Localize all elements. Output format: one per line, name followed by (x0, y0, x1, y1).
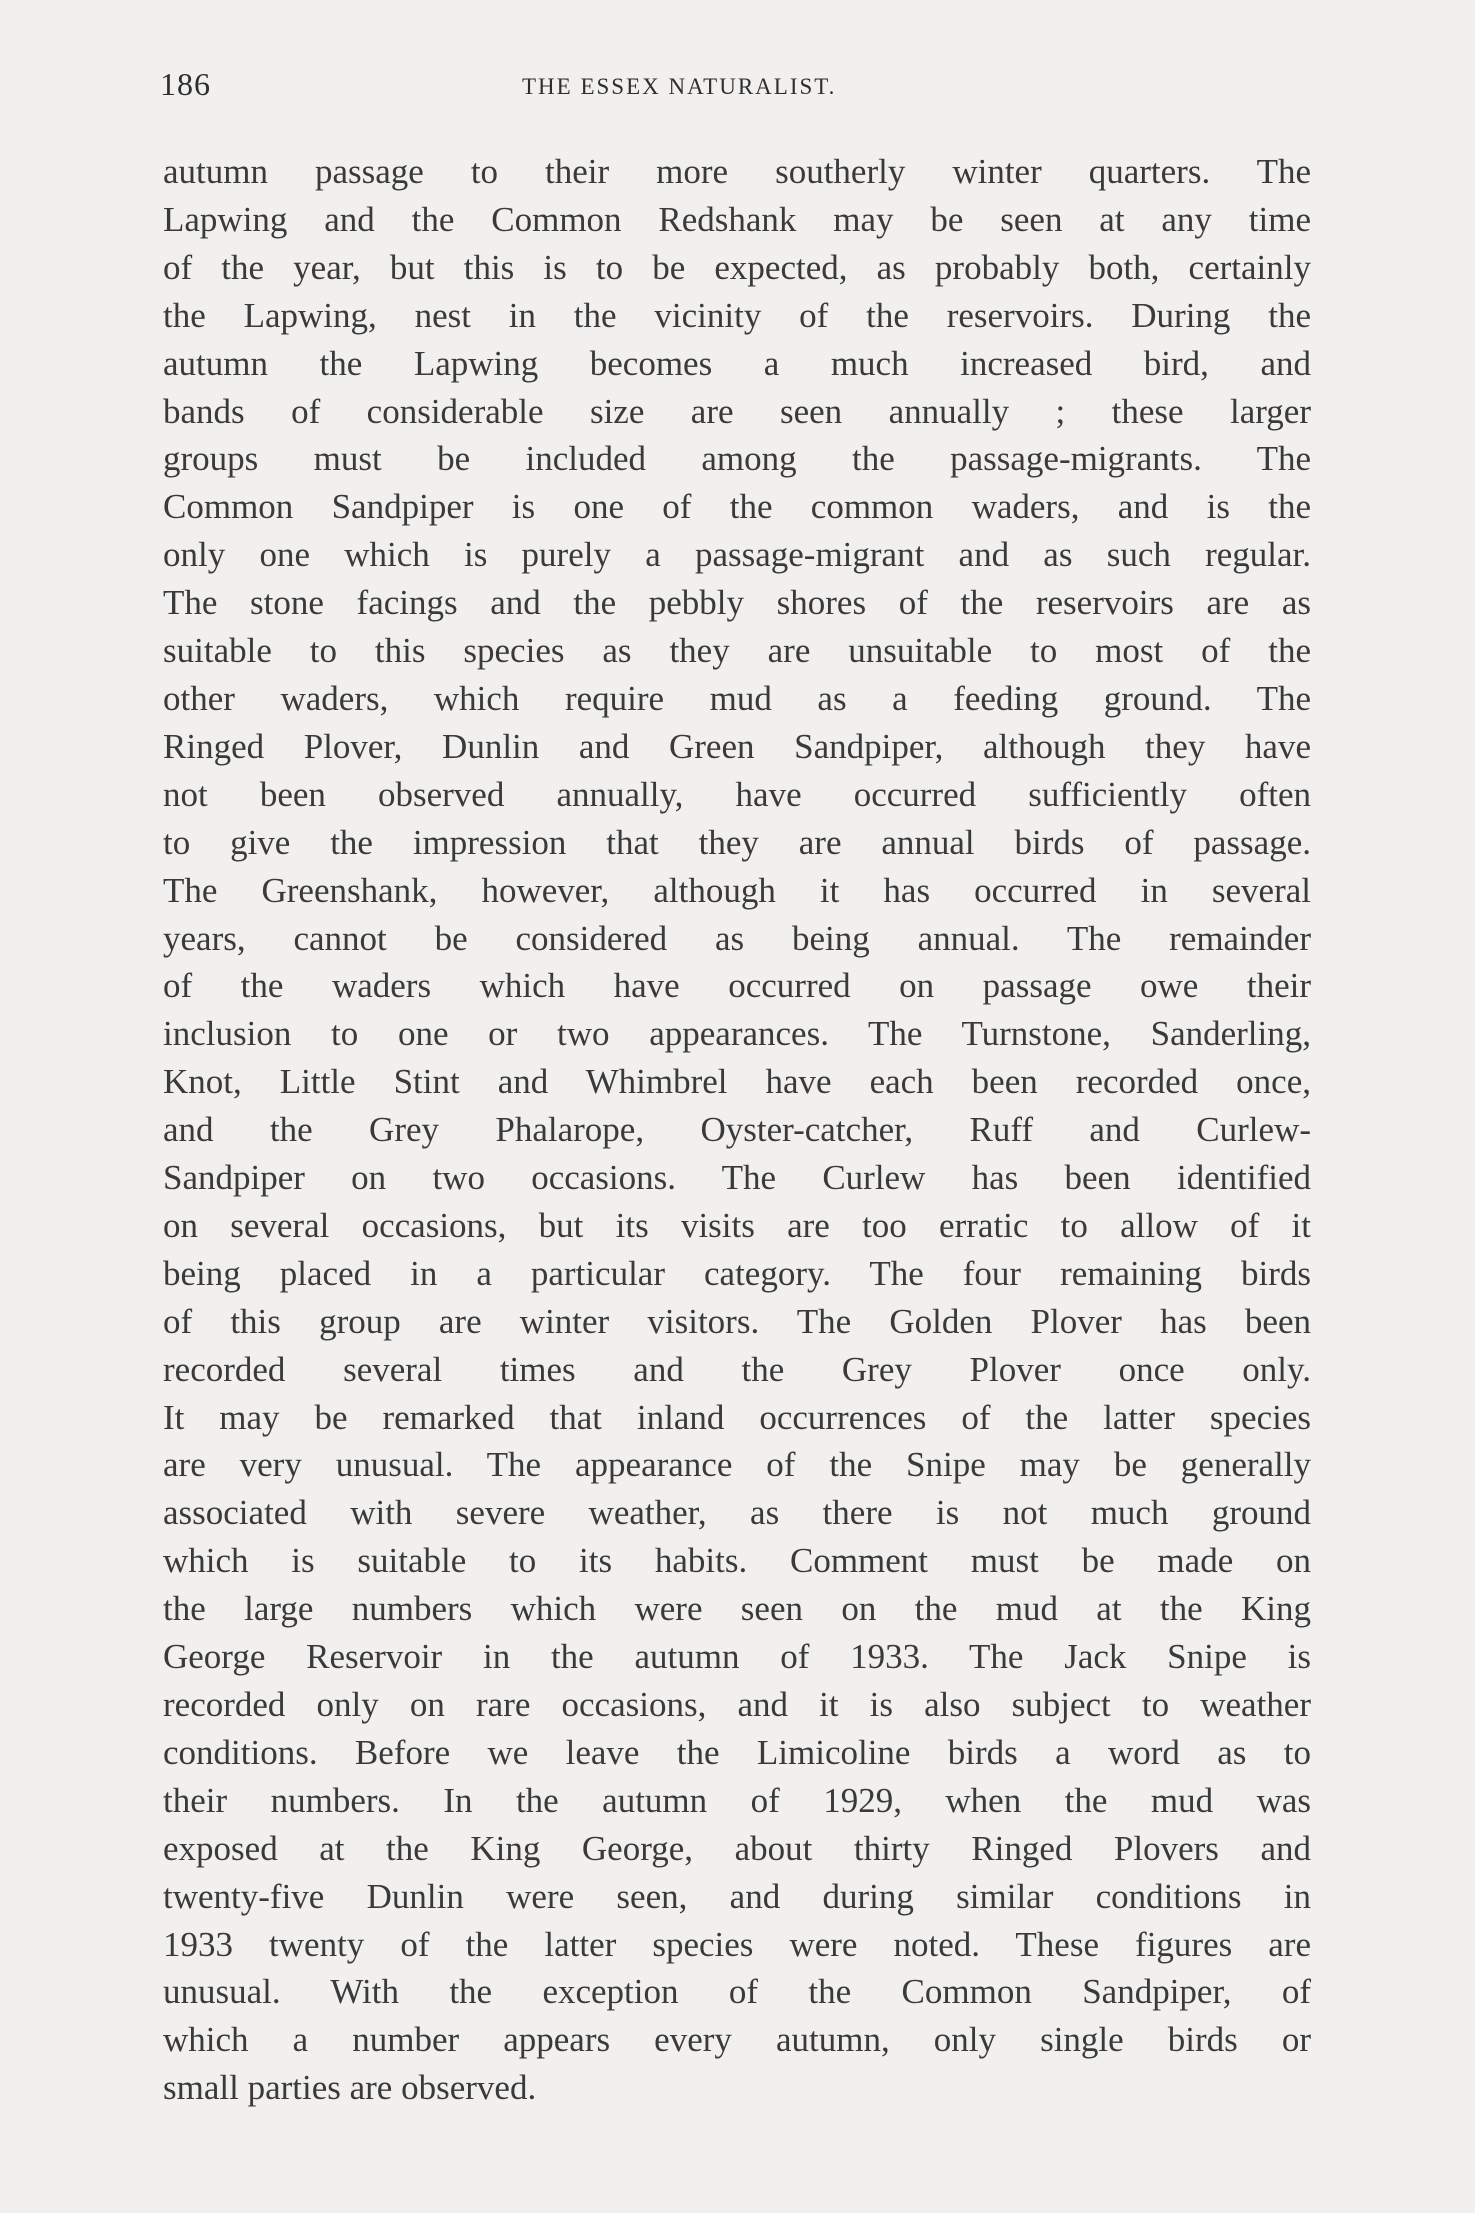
text-line: recorded only on rare occasions, and it is also subject to weather (163, 1685, 1311, 1724)
text-line: the Lapwing, nest in the vicinity of the reservoirs. During the (163, 295, 1311, 335)
text-line: bands of considerable size are seen annually ; these larger (163, 391, 1311, 431)
text-line: of this group are winter visitors. The Golden Plover has been (163, 1301, 1311, 1341)
text-line: Ringed Plover, Dunlin and Green Sandpiper, although they have (163, 726, 1311, 766)
text-line: recorded several times and the Grey Plover once only. (163, 1349, 1311, 1389)
text-line: of the waders which have occurred on passage owe their (163, 966, 1311, 1006)
text-line: Knot, Little Stint and Whimbrel have each been recorded once, (163, 1062, 1311, 1102)
text-line: small parties are observed. (163, 2068, 537, 2108)
text-line: their numbers. In the autumn of 1929, when the mud was (163, 1780, 1311, 1820)
text-line: 1933 twenty of the latter species were noted. These figures are (163, 1924, 1311, 1964)
text-line: to give the impression that they are annual birds of passage. (163, 822, 1311, 862)
text-line: not been observed annually, have occurred sufficiently often (163, 774, 1311, 814)
text-line: conditions. Before we leave the Limicoline birds a word as to (163, 1732, 1311, 1772)
text-line: The Greenshank, however, although it has occurred in several (163, 870, 1311, 910)
text-line: groups must be included among the passage-migrants. The (163, 439, 1311, 479)
text-line: of the year, but this is to be expected, as probably both, certainly (163, 247, 1311, 287)
text-line: Common Sandpiper is one of the common waders, and is the (163, 487, 1311, 527)
text-line: Sandpiper on two occasions. The Curlew has been identified (163, 1158, 1311, 1198)
text-line: inclusion to one or two appearances. The Turnstone, Sanderling, (163, 1014, 1311, 1054)
text-line: and the Grey Phalarope, Oyster-catcher, Ruff and Curlew- (163, 1110, 1311, 1150)
journal-title: THE ESSEX NATURALIST. (522, 74, 837, 99)
page-number: 186 (160, 66, 211, 102)
text-line: the large numbers which were seen on the mud at the King (163, 1589, 1311, 1629)
text-line: associated with severe weather, as there is not much ground (163, 1493, 1311, 1533)
text-line: autumn the Lapwing becomes a much increased bird, and (163, 343, 1311, 383)
text-line: on several occasions, but its visits are too erratic to allow of it (163, 1205, 1311, 1245)
text-line: George Reservoir in the autumn of 1933. The Jack Snipe is (163, 1637, 1311, 1677)
text-line: being placed in a particular category. The four remaining birds (163, 1253, 1311, 1293)
text-line: exposed at the King George, about thirty Ringed Plovers and (163, 1828, 1311, 1868)
text-line: twenty-five Dunlin were seen, and during similar conditions in (163, 1876, 1311, 1916)
text-line: other waders, which require mud as a feeding ground. The (163, 678, 1311, 718)
text-line: suitable to this species as they are unsuitable to most of the (163, 631, 1311, 671)
text-line: which a number appears every autumn, only single birds or (163, 2020, 1311, 2060)
text-line: only one which is purely a passage-migrant and as such regular. (163, 535, 1311, 575)
text-line: unusual. With the exception of the Common Sandpiper, of (163, 1972, 1311, 2012)
text-line: years, cannot be considered as being annual. The remainder (163, 918, 1311, 958)
text-line: autumn passage to their more southerly winter quarters. The (163, 152, 1311, 191)
body-paragraph (163, 148, 1311, 2112)
text-line: It may be remarked that inland occurrences of the latter species (163, 1397, 1311, 1437)
text-line: are very unusual. The appearance of the Snipe may be generally (163, 1445, 1311, 1485)
text-line: Lapwing and the Common Redshank may be seen at any time (163, 199, 1311, 239)
text-line: which is suitable to its habits. Comment must be made on (163, 1541, 1311, 1581)
running-head (160, 66, 1310, 116)
text-line: The stone facings and the pebbly shores of the reservoirs are as (163, 583, 1311, 623)
